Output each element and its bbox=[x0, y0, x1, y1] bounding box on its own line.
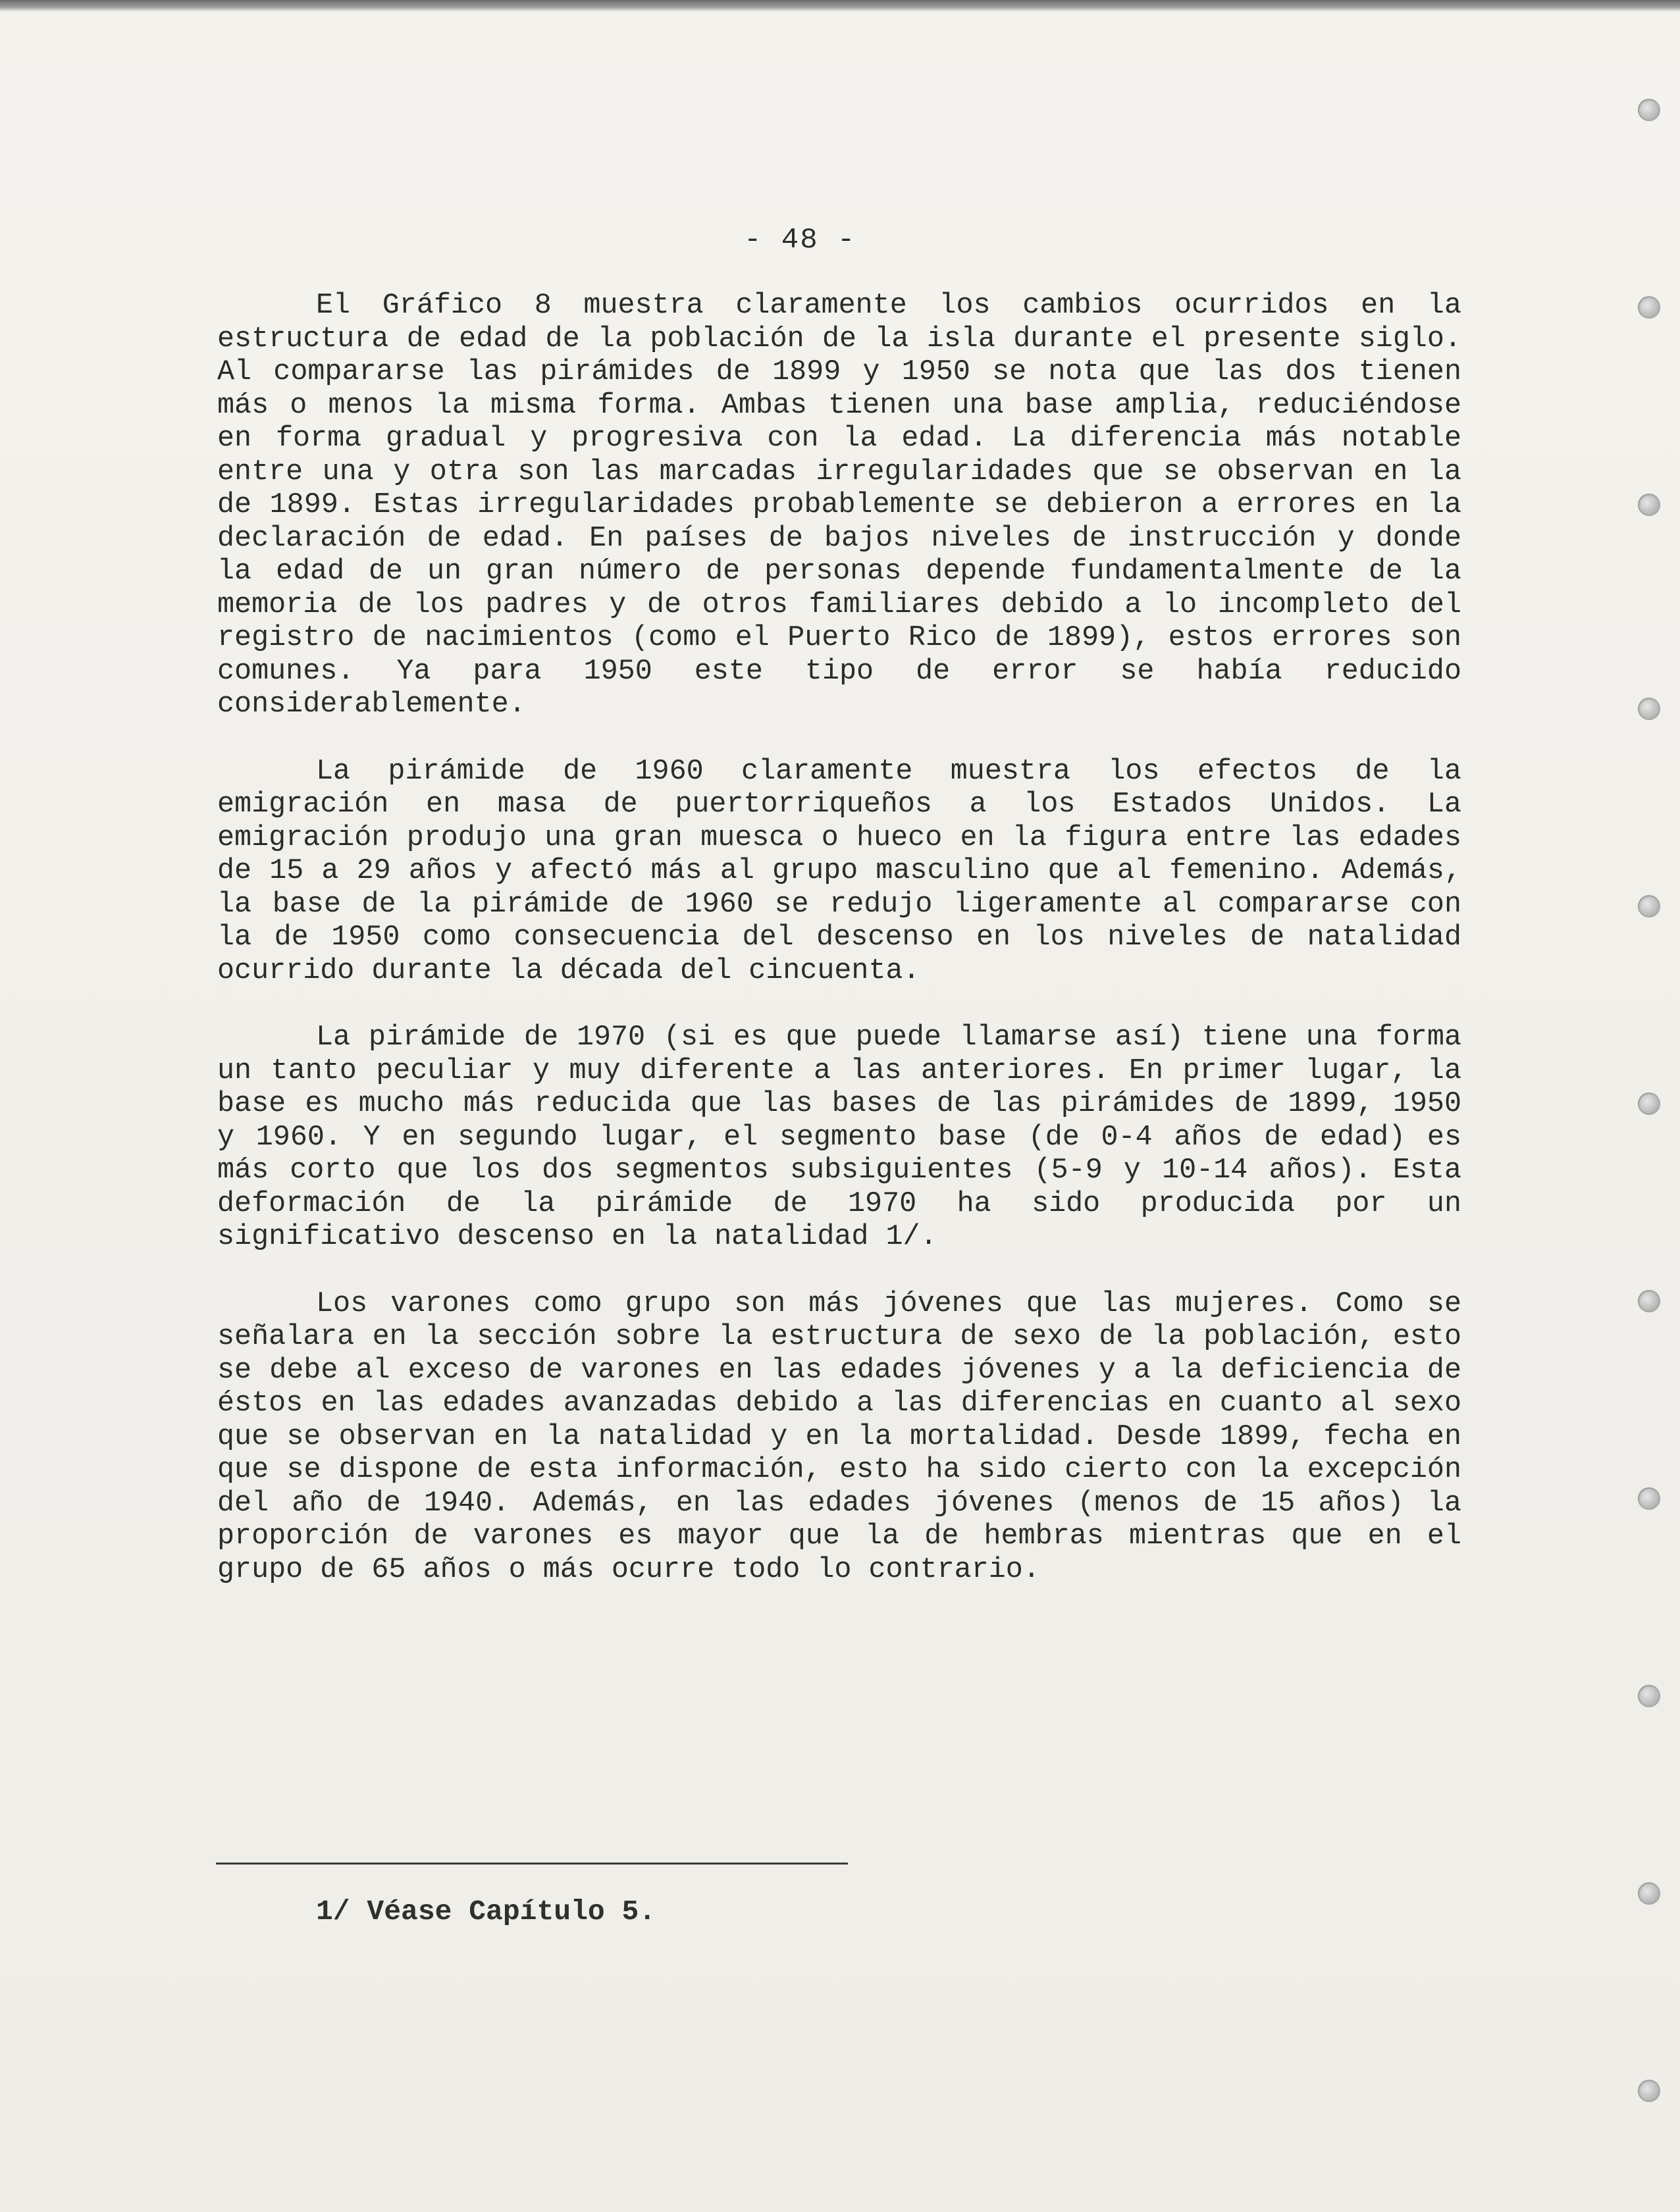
binder-hole bbox=[1638, 1685, 1660, 1707]
page-top-edge bbox=[0, 0, 1680, 12]
binder-hole bbox=[1638, 1093, 1660, 1115]
binder-hole bbox=[1638, 895, 1660, 917]
binder-hole bbox=[1638, 1290, 1660, 1312]
footnote-divider bbox=[216, 1863, 848, 1865]
paragraph-1: El Gráfico 8 muestra claramente los cambios ocurridos en la estructura de edad de la población de la isla durante el presente siglo. Al compararse las pirámides de 1899 y 1950 se nota que las dos tienen más o menos la misma forma. Ambas tienen una base amplia, reduciéndose en forma gradual y progresiva con la edad. La diferencia más notable entre una y otra son las marcadas irregularidades que se observan en la de 1899. Estas irregularidades probablemente se debieron a errores en la declaración de edad. En países de bajos niveles de instrucción y donde la edad de un gran número de personas depende fundamentalmente de la memoria de los padres y de otros familiares debido a lo incompleto del registro de nacimientos (como el Puerto Rico de 1899), estos errores son comunes. Ya para 1950 este tipo de error se había reducido considerablemente. bbox=[217, 290, 1461, 721]
binder-hole bbox=[1638, 698, 1660, 720]
binder-hole bbox=[1638, 1882, 1660, 1905]
page-number: - 48 - bbox=[744, 224, 856, 257]
binder-hole bbox=[1638, 296, 1660, 319]
binder-hole bbox=[1638, 2080, 1660, 2102]
footnote: 1/ Véase Capítulo 5. bbox=[316, 1895, 656, 1928]
binder-hole bbox=[1638, 494, 1660, 516]
paragraph-3: La pirámide de 1970 (si es que puede llamarse así) tiene una forma un tanto peculiar y muy diferente a las anteriores. En primer lugar, la base es mucho más reducida que las bases de las pirámides de 1899, 1950 y 1960. Y en segundo lugar, el segmento base (de 0-4 años de edad) es más corto que los dos segmentos subsiguientes (5-9 y 10-14 años). Esta deformación de la pirámide de 1970 ha sido producida por un significativo descenso en la natalidad 1/. bbox=[217, 1021, 1461, 1253]
body-text bbox=[217, 290, 1461, 1587]
paragraph-4: Los varones como grupo son más jóvenes que las mujeres. Como se señalara en la sección sobre la estructura de sexo de la población, esto se debe al exceso de varones en las edades jóvenes y a la deficiencia de éstos en las edades avanzadas debido a las diferencias en cuanto al sexo que se observan en la natalidad y en la mortalidad. Desde 1899, fecha en que se dispone de esta información, esto ha sido cierto con la excepción del año de 1940. Además, en las edades jóvenes (menos de 15 años) la proporción de varones es mayor que la de hembras mientras que en el grupo de 65 años o más ocurre todo lo contrario. bbox=[217, 1287, 1461, 1586]
binder-hole bbox=[1638, 1487, 1660, 1510]
binder-hole bbox=[1638, 99, 1660, 121]
paragraph-2: La pirámide de 1960 claramente muestra los efectos de la emigración en masa de puertorriqueños a los Estados Unidos. La emigración produjo una gran muesca o hueco en la figura entre las edades de 15 a 29 años y afectó más al grupo masculino que al femenino. Además, la base de la pirámide de 1960 se redujo ligeramente al compararse con la de 1950 como consecuencia del descenso en los niveles de natalidad ocurrido durante la década del cincuenta. bbox=[217, 755, 1461, 987]
